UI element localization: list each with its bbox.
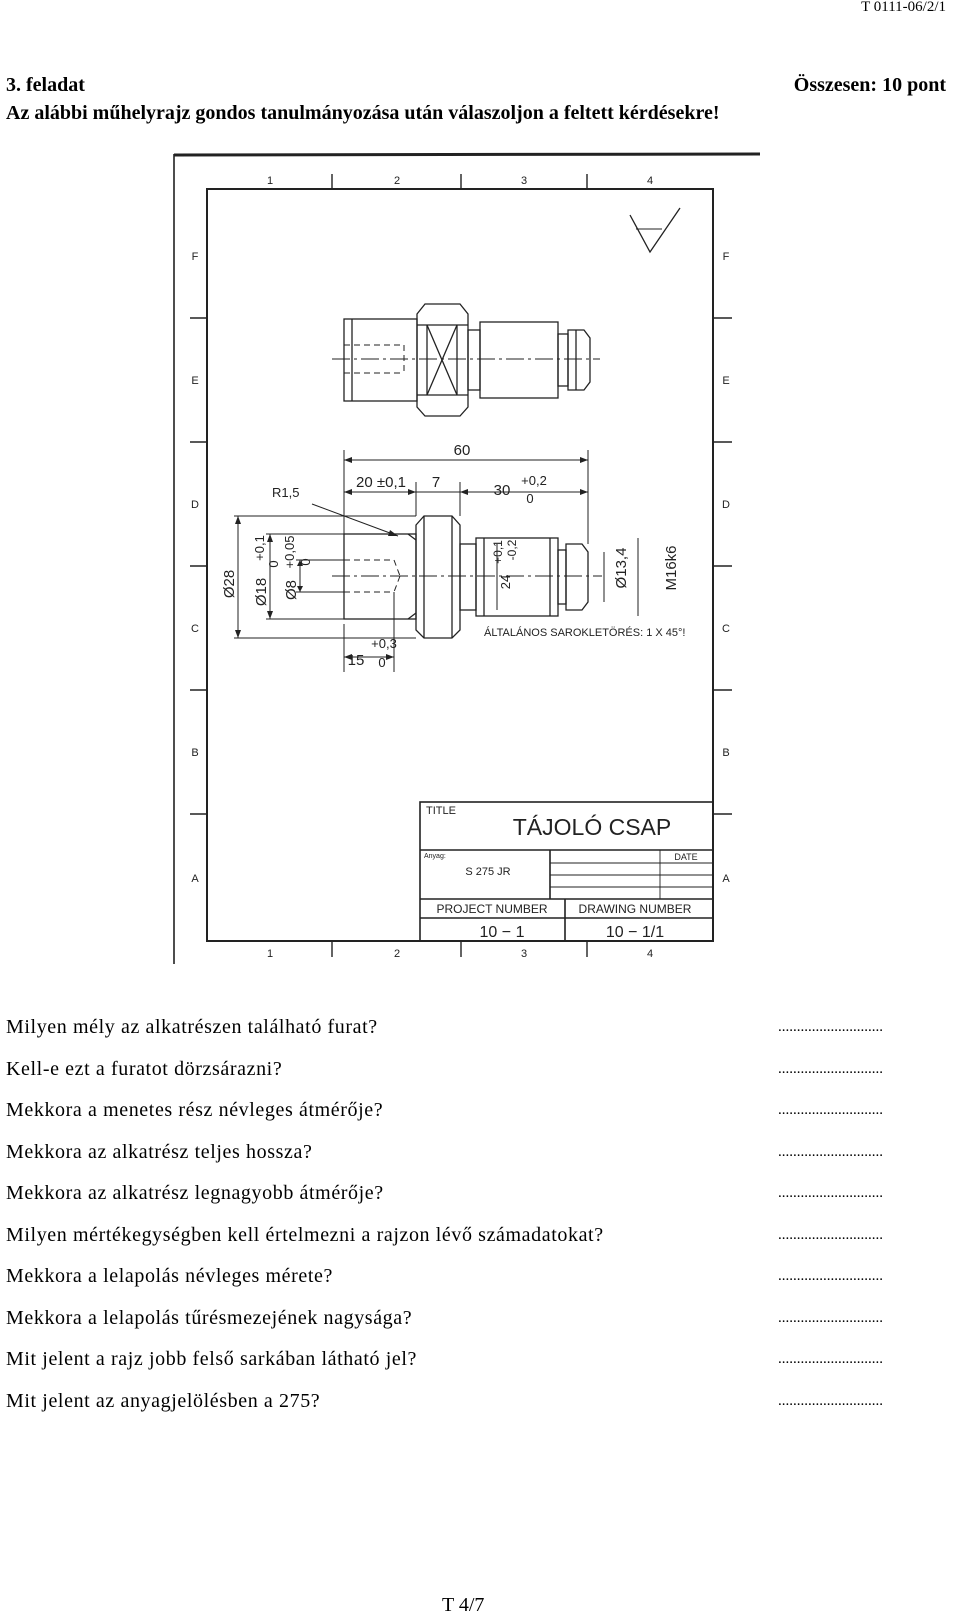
document-code: T 0111-06/2/1 <box>861 0 946 15</box>
answer-field[interactable]: ............................ <box>778 1268 883 1285</box>
question-list <box>6 1007 940 1422</box>
zone-col-1-bottom: 1 <box>266 948 274 960</box>
zone-row-b-left: B <box>191 747 199 759</box>
chamfer-note: ÁLTALÁNOS SAROKLETÖRÉS: 1 X 45°! <box>484 627 686 639</box>
question-text: Mekkora a lelapolás tűrésmezejének nagysága? <box>6 1306 413 1329</box>
dim-d18-tol-upper: +0,1 <box>252 535 267 561</box>
zone-row-a-left: A <box>191 873 199 885</box>
zone-col-3-top: 3 <box>520 175 528 187</box>
dim-thread-length: 30 <box>493 482 511 499</box>
dim-d8-tol-lower: 0 <box>298 558 313 566</box>
dim-radius: R1,5 <box>272 485 300 500</box>
question-item <box>6 1339 940 1381</box>
question-text: Milyen mély az alkatrészen található furat? <box>6 1016 378 1039</box>
task-header <box>6 74 946 100</box>
zone-col-4-top: 4 <box>646 175 654 187</box>
question-item <box>6 1090 940 1132</box>
answer-field[interactable]: ............................ <box>778 1392 883 1409</box>
dim-collar-length: 7 <box>431 474 441 491</box>
answer-field[interactable]: ............................ <box>778 1226 883 1243</box>
answer-field[interactable]: ............................ <box>778 1351 883 1368</box>
dim-d18-tol-lower: 0 <box>266 560 281 568</box>
task-instruction: Az alábbi műhelyrajz gondos tanulmányozása után válaszoljon a feltett kérdésekre! <box>6 102 720 124</box>
title-label: TITLE <box>426 805 456 817</box>
page-number: T 4/7 <box>442 1594 485 1616</box>
drawing-title: TÁJOLÓ CSAP <box>512 814 672 840</box>
answer-field[interactable]: ............................ <box>778 1185 883 1202</box>
project-number: 10 − 1 <box>479 924 525 941</box>
zone-col-3-bottom: 3 <box>520 948 528 960</box>
question-text: Kell-e ezt a furatot dörzsárazni? <box>6 1057 283 1080</box>
date-label: DATE <box>674 852 698 862</box>
question-item <box>6 1256 940 1298</box>
question-text: Mit jelent az anyagjelölésben a 275? <box>6 1389 321 1412</box>
dim-flat-tol-upper: +0,1 <box>491 540 505 564</box>
dim-flat-tol-lower: -0,2 <box>505 539 519 561</box>
dim-left-length: 20 ±0,1 <box>356 474 406 491</box>
question-item <box>6 1381 940 1423</box>
answer-field[interactable]: ............................ <box>778 1060 883 1077</box>
answer-field[interactable]: ............................ <box>778 1143 883 1160</box>
project-number-label: PROJECT NUMBER <box>436 902 548 916</box>
question-text: Milyen mértékegységben kell értelmezni a rajzon lévő számadatokat? <box>6 1223 604 1246</box>
dim-thread-tol-lower: 0 <box>526 491 534 506</box>
drawing-svg <box>172 152 762 967</box>
zone-row-c-left: C <box>191 623 199 635</box>
question-item <box>6 1007 940 1049</box>
question-item <box>6 1173 940 1215</box>
zone-row-f-right: F <box>722 251 730 263</box>
zone-row-a-right: A <box>722 873 730 885</box>
dim-bore-tol-upper: +0,3 <box>371 636 397 651</box>
dim-bore-depth: 15 <box>347 652 365 669</box>
dim-d8-tol-upper: +0,05 <box>282 535 297 569</box>
dim-d28: Ø28 <box>221 569 238 599</box>
zone-row-e-right: E <box>722 375 730 387</box>
technical-drawing <box>172 152 762 972</box>
zone-row-b-right: B <box>722 747 730 759</box>
answer-field[interactable]: ............................ <box>778 1102 883 1119</box>
zone-row-e-left: E <box>191 375 199 387</box>
dim-d8: Ø8 <box>283 579 300 601</box>
dim-total-length: 60 <box>453 442 471 459</box>
zone-col-1-top: 1 <box>266 175 274 187</box>
zone-col-2-bottom: 2 <box>393 948 401 960</box>
question-text: Mekkora a lelapolás névleges mérete? <box>6 1265 334 1288</box>
dim-flat: 24 <box>498 574 513 590</box>
dim-d13-4: Ø13,4 <box>613 547 630 589</box>
zone-row-c-right: C <box>722 623 730 635</box>
material-value: S 275 JR <box>465 866 511 878</box>
question-item <box>6 1132 940 1174</box>
drawing-number: 10 − 1/1 <box>605 924 665 941</box>
material-label: Anyag: <box>424 853 446 860</box>
dim-bore-tol-lower: 0 <box>378 655 386 670</box>
question-item <box>6 1049 940 1091</box>
question-item <box>6 1298 940 1340</box>
zone-col-2-top: 2 <box>393 175 401 187</box>
drawing-number-label: DRAWING NUMBER <box>578 902 692 916</box>
answer-field[interactable]: ............................ <box>778 1309 883 1326</box>
dim-m16k6: M16k6 <box>663 545 680 591</box>
zone-row-d-right: D <box>722 499 730 511</box>
answer-field[interactable]: ............................ <box>778 1019 883 1036</box>
dim-d18: Ø18 <box>253 577 270 607</box>
zone-row-f-left: F <box>191 251 199 263</box>
dim-thread-tol-upper: +0,2 <box>521 473 547 488</box>
question-text: Mekkora a menetes rész névleges átmérője? <box>6 1099 384 1122</box>
question-text: Mit jelent a rajz jobb felső sarkában látható jel? <box>6 1348 417 1371</box>
zone-row-d-left: D <box>191 499 199 511</box>
task-number: 3. feladat <box>6 74 85 96</box>
question-text: Mekkora az alkatrész legnagyobb átmérője? <box>6 1182 384 1205</box>
task-points: Összesen: 10 pont <box>793 74 946 96</box>
zone-col-4-bottom: 4 <box>646 948 654 960</box>
question-item <box>6 1215 940 1257</box>
question-text: Mekkora az alkatrész teljes hossza? <box>6 1140 313 1163</box>
